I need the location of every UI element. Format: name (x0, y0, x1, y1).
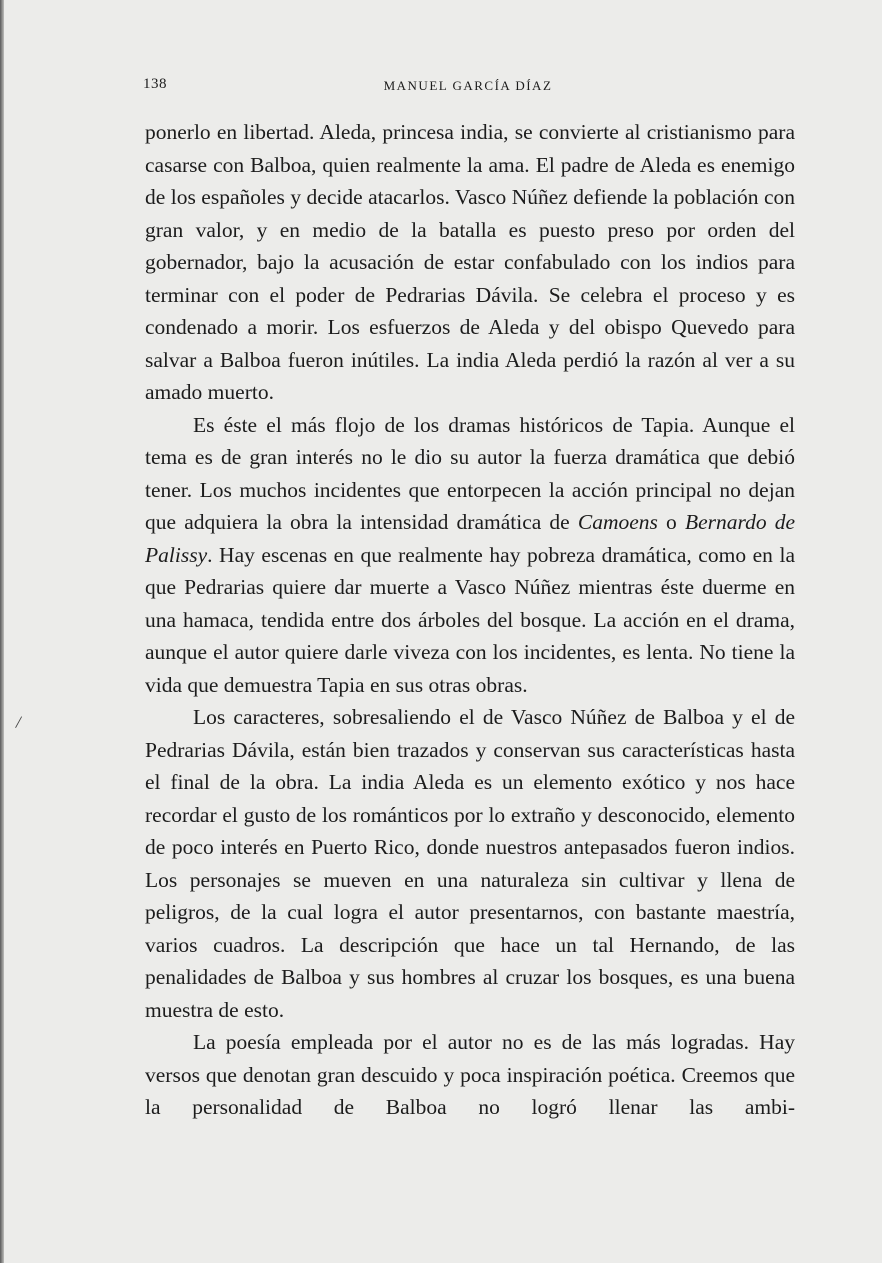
paragraph (145, 409, 795, 702)
work-title: Bernardo de Palissy (145, 510, 796, 567)
paragraph (145, 701, 795, 1026)
running-head: MANUEL GARCÍA DÍAZ (383, 78, 553, 93)
body-text (145, 116, 795, 1124)
text-segment: La poesía empleada por el autor no es de las más logradas. Hay versos que denotan gran descuido y poca inspiración poética. Creemos que la personalidad de Balboa no logró llenar las ambi- (145, 1030, 795, 1119)
text-segment: ponerlo en libertad. Aleda, princesa india, se convierte al cristianismo para casarse con Balboa, quien realmente la ama. El padre de Aleda es enemigo de los españoles y decide atacarlos. Vasco Núñez defiende la población con gran valor, y en medio de la batalla es puesto preso por orden del gobernador, bajo la acusación de estar confabulado con los indios para terminar con el poder de Pedrarias Dávila. Se celebra el proceso y es condenado a morir. Los esfuerzos de Aleda y del obispo Quevedo para salvar a Balboa fueron inútiles. La india Aleda perdió la razón al ver a su amado muerto. (145, 120, 795, 404)
page-binding-edge (0, 0, 4, 1263)
text-segment: o (657, 510, 685, 534)
paragraph (145, 116, 795, 409)
text-segment: . Hay escenas en que realmente hay pobreza dramática, como en la que Pedrarias quiere dar muerte a Vasco Núñez mientras éste duerme en una hamaca, tendida entre dos árboles del bosque. La acción en el drama, aunque el autor quiere darle viveza con los incidentes, es lenta. No tiene la vida que demuestra Tapia en sus otras obras. (145, 542, 795, 697)
margin-pencil-mark: / (14, 711, 23, 733)
paragraph (145, 1026, 795, 1124)
text-segment: Es éste el más flojo de los dramas históricos de Tapia. Aunque el tema es de gran interés no le dio su autor la fuerza dramática que debió tener. Los muchos incidentes que entorpecen la acción principal no dejan que adquiera la obra la intensidad dramática de (145, 412, 795, 534)
page-number: 138 (143, 76, 167, 92)
page-header (143, 76, 793, 100)
work-title: Camoens (577, 510, 658, 534)
text-segment: Los caracteres, sobresaliendo el de Vasco Núñez de Balboa y el de Pedrarias Dávila, están bien trazados y conservan sus características hasta el final de la obra. La india Aleda es un elemento exótico y nos hace recordar el gusto de los románticos por lo extraño y desconocido, elemento de poco interés en Puerto Rico, donde nuestros antepasados fueron indios. Los personajes se mueven en una naturaleza sin cultivar y llena de peligros, de la cual logra el autor presentarnos, con bastante maestría, varios cuadros. La descripción que hace un tal Hernando, de las penalidades de Balboa y sus hombres al cruzar los bosques, es una buena muestra de esto. (145, 705, 795, 1022)
